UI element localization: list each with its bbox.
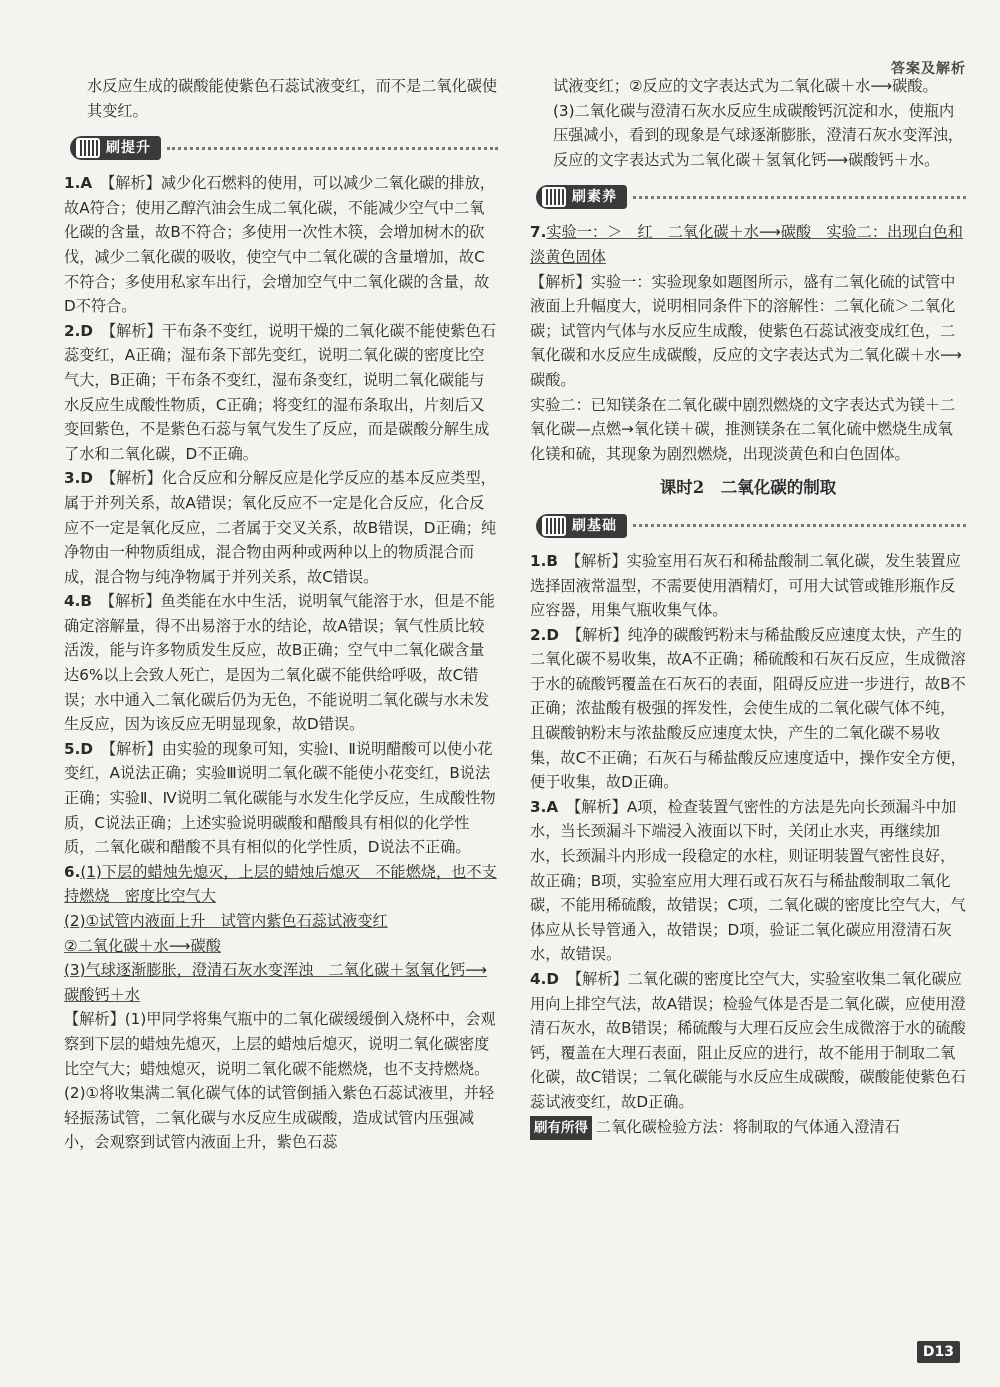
- section-badge: [536, 514, 627, 538]
- right-column: [530, 74, 966, 1140]
- answer-item: [64, 737, 498, 860]
- dotted-divider: [633, 524, 966, 527]
- item-explanation-2: 实验二：已知镁条在二氧化碳中剧烈燃烧的文字表达式为镁＋二氧化碳—点燃→氧化镁＋碳，推测镁条在二氧化硫中燃烧生成氧化镁和硫，其现象为剧烈燃烧，出现淡黄色和白色固体。: [530, 395, 956, 463]
- item-explanation: 【解析】由实验的现象可知，实验Ⅰ、Ⅱ说明醋酸可以使小花变红，A说法正确；实验Ⅲ说明二氧化碳不能使小花变红，B说法正确；实验Ⅱ、Ⅳ说明二氧化碳能与水发生化学反应，生成酸性物质，C说法正确；上述实验说明碳酸和醋酸具有相似的化学性质，二氧化碳和醋酸不具有相似的化学性质，D说法不正确。: [64, 739, 496, 857]
- item-number: 3.: [64, 469, 81, 488]
- section-header-jichu: [536, 509, 966, 543]
- dotted-divider: [167, 147, 498, 150]
- answer-line-3: ②二氧化碳＋水⟶碳酸: [64, 936, 221, 955]
- item-number: 4.: [64, 592, 81, 611]
- tip-line: [530, 1115, 966, 1141]
- answer-item: [64, 319, 498, 467]
- item-explanation: 【解析】实验一：实验现象如题图所示，盛有二氧化硫的试管中液面上升幅度大，说明相同条件下的溶解性：二氧化硫＞二氧化碳；试管内气体与水反应生成酸，使紫色石蕊试液变成红色，二氧化碳和水反应生成碳酸，反应的文字表达式为二氧化碳＋水⟶碳酸。: [530, 272, 962, 389]
- answer-line-2: (2)①试管内液面上升 试管内紫色石蕊试液变红: [64, 912, 388, 930]
- item-answer: D: [546, 625, 559, 644]
- section-header-tisheng: [70, 131, 498, 165]
- left-column: [64, 74, 498, 1155]
- dotted-divider: [633, 196, 966, 199]
- item-answer: D: [546, 970, 559, 988]
- lesson-title: 课时2 二氧化碳的制取: [659, 478, 837, 498]
- page-number: D13: [917, 1341, 960, 1363]
- notebook-icon: [542, 187, 566, 207]
- item-explanation: 【解析】化合反应和分解反应是化学反应的基本反应类型，属于并列关系，故A错误；氧化反应不一定是化合反应，化合反应不一定是氧化反应，二者属于交叉关系，故B错误，D正确；纯净物由一种物质组成，混合物由两种或两种以上的物质混合而成，混合物与纯净物属于并列关系，故C错误。: [64, 469, 497, 586]
- section-title: 刷基础: [572, 517, 617, 534]
- notebook-icon: [542, 516, 566, 536]
- item-answer: D: [80, 469, 93, 488]
- answer-item-7: [530, 220, 966, 466]
- item-answer: B: [546, 551, 558, 570]
- answer-line-4: (3)气球逐渐膨胀，澄清石灰水变浑浊 二氧化碳＋氢氧化钙⟶碳酸钙＋水: [64, 961, 487, 1004]
- answer-line-1: (1)下层的蜡烛先熄灭，上层的蜡烛后熄灭 不能燃烧，也不支持燃烧 密度比空气大: [64, 862, 497, 906]
- item-answer: D: [80, 321, 93, 340]
- item-number: 4.: [530, 970, 547, 988]
- item-number: 3.: [530, 797, 547, 816]
- answer-item: [64, 466, 498, 589]
- item-answer: B: [80, 592, 92, 611]
- item-explanation: 【解析】干布条不变红，说明干燥的二氧化碳不能使紫色石蕊变红，A正确；湿布条下部先变红，说明二氧化碳的密度比空气大，B正确；干布条不变红，湿布条变红，说明二氧化碳能与水反应生成酸性物质，C正确；将变红的湿布条取出，片刻后又变回紫色，不是紫色石蕊与氧气发生了反应，而是碳酸分解生成了水和二氧化碳，D不正确。: [64, 321, 496, 463]
- item-answer: D: [80, 739, 93, 758]
- answer-item: [530, 795, 966, 967]
- intro-text: 水反应生成的碳酸能使紫色石蕊试液变红，而不是二氧化碳使其变红。: [87, 77, 498, 120]
- answer-item: [64, 589, 498, 737]
- answer-item: [64, 171, 498, 319]
- item-number: 1.: [64, 174, 81, 193]
- item-explanation: 【解析】减少化石燃料的使用，可以减少二氧化碳的排放，故A符合；使用乙醇汽油会生成二氧化碳，不能减少空气中二氧化碳的含量，故B不符合；多使用一次性木筷，会增加树木的砍伐，减少二氧化碳的吸收，使空气中二氧化碳的含量增加，故C不符合；多使用私家车出行，会增加空气中二氧化碳的含量，故D不符合。: [64, 174, 495, 316]
- item-explanation: 【解析】实验室用石灰石和稀盐酸制二氧化碳，发生装置应选择固液常温型，不需要使用酒精灯，可用大试管或锥形瓶作反应容器，用集气瓶收集气体。: [530, 551, 961, 620]
- continued-text-3: (3)二氧化碳与澄清石灰水反应生成碳酸钙沉淀和水，使瓶内压强减小，看到的现象是气球逐渐膨胀，澄清石灰水变浑浊，反应的文字表达式为二氧化碳＋氢氧化钙⟶碳酸钙＋水。: [553, 101, 964, 169]
- answer-item: [530, 967, 966, 1115]
- section-badge: [70, 136, 161, 160]
- continued-text: 试液变红；②反应的文字表达式为二氧化碳＋水⟶碳酸。: [553, 77, 938, 95]
- item-explanation: 【解析】鱼类能在水中生活，说明氧气能溶于水，但是不能确定溶解量，得不出易溶于水的结论，故A错误；氧气性质比较活泼，能与许多物质发生反应，故B正确；空气中二氧化碳含量达6%以上会致人死亡，是因为二氧化碳不能供给呼吸，故C错误；水中通入二氧化碳后仍为无色，不能说明二氧化碳与水未发生反应，因为该反应无明显现象，故D错误。: [64, 592, 495, 734]
- item-number: 6.: [64, 862, 81, 881]
- section-badge: [536, 185, 627, 209]
- section-title: 刷提升: [106, 139, 151, 156]
- item-explanation: 【解析】纯净的碳酸钙粉末与稀盐酸反应速度太快，产生的二氧化碳不易收集，故A不正确；稀硫酸和石灰石反应，生成微溶于水的硫酸钙覆盖在石灰石的表面，阻碍反应进一步进行，故B不正确；浓盐酸有极强的挥发性，会使生成的二氧化碳气体不纯，且碳酸钠粉末与浓盐酸反应速度太快，产生的二氧化碳不易收集，故C不正确；石灰石与稀盐酸反应速度适中，操作安全方便，便于收集，故D正确。: [530, 625, 966, 792]
- item-explanation: 【解析】二氧化碳的密度比空气大，实验室收集二氧化碳应用向上排空气法，故A错误；检验气体是否是二氧化碳，应使用澄清石灰水，故B错误；稀硫酸与大理石反应会生成微溶于水的硫酸钙，覆盖在大理石表面，阻止反应的进行，故不能用于制取二氧化碳，故C错误；二氧化碳能与水反应生成碳酸，碳酸能使紫色石蕊试液变红，故D正确。: [530, 970, 966, 1111]
- item-answer: A: [80, 174, 93, 193]
- tip-tag: 刷有所得: [530, 1116, 592, 1141]
- item-number: 2.: [530, 625, 547, 644]
- item-explanation: 【解析】A项，检查装置气密性的方法是先向长颈漏斗中加水，当长颈漏斗下端浸入液面以下时，关闭止水夹，再继续加水，长颈漏斗内形成一段稳定的水柱，则证明装置气密性良好，故正确；B项，实验室应用大理石或石灰石与稀盐酸制取二氧化碳，不能用稀硫酸，故错误；C项，二氧化碳的密度比空气大，气体应从长导管通入，故错误；D项，验证二氧化碳应用澄清石灰水，故错误。: [530, 797, 966, 964]
- item-number: 5.: [64, 739, 81, 758]
- item-number: 7.: [530, 223, 547, 242]
- notebook-icon: [76, 138, 100, 158]
- answer-item: [530, 549, 966, 623]
- item-number: 1.: [530, 551, 547, 570]
- answer-line: 实验一：＞ 红 二氧化碳＋水⟶碳酸 实验二：出现白色和淡黄色固体: [530, 223, 963, 266]
- tip-text: 二氧化碳检验方法：将制取的气体通入澄清石: [596, 1117, 900, 1136]
- item-answer: A: [546, 797, 559, 816]
- answer-item: [530, 623, 966, 795]
- answer-item-6: [64, 860, 498, 1155]
- section-header-suyang: [536, 180, 966, 214]
- item-number: 2.: [64, 321, 81, 340]
- item-explanation: 【解析】(1)甲同学将集气瓶中的二氧化碳缓缓倒入烧杯中，会观察到下层的蜡烛先熄灭，上层的蜡烛后熄灭，说明二氧化碳密度比空气大；蜡烛熄灭，说明二氧化碳不能燃烧，也不支持燃烧。: [64, 1010, 496, 1078]
- section-title: 刷素养: [572, 189, 617, 206]
- page-header: 答案及解析: [891, 61, 966, 77]
- item-explanation-cont: (2)①将收集满二氧化碳气体的试管倒插入紫色石蕊试液里，并轻轻振荡试管，二氧化碳与水反应生成碳酸，造成试管内压强减小，会观察到试管内液面上升，紫色石蕊: [64, 1084, 495, 1152]
